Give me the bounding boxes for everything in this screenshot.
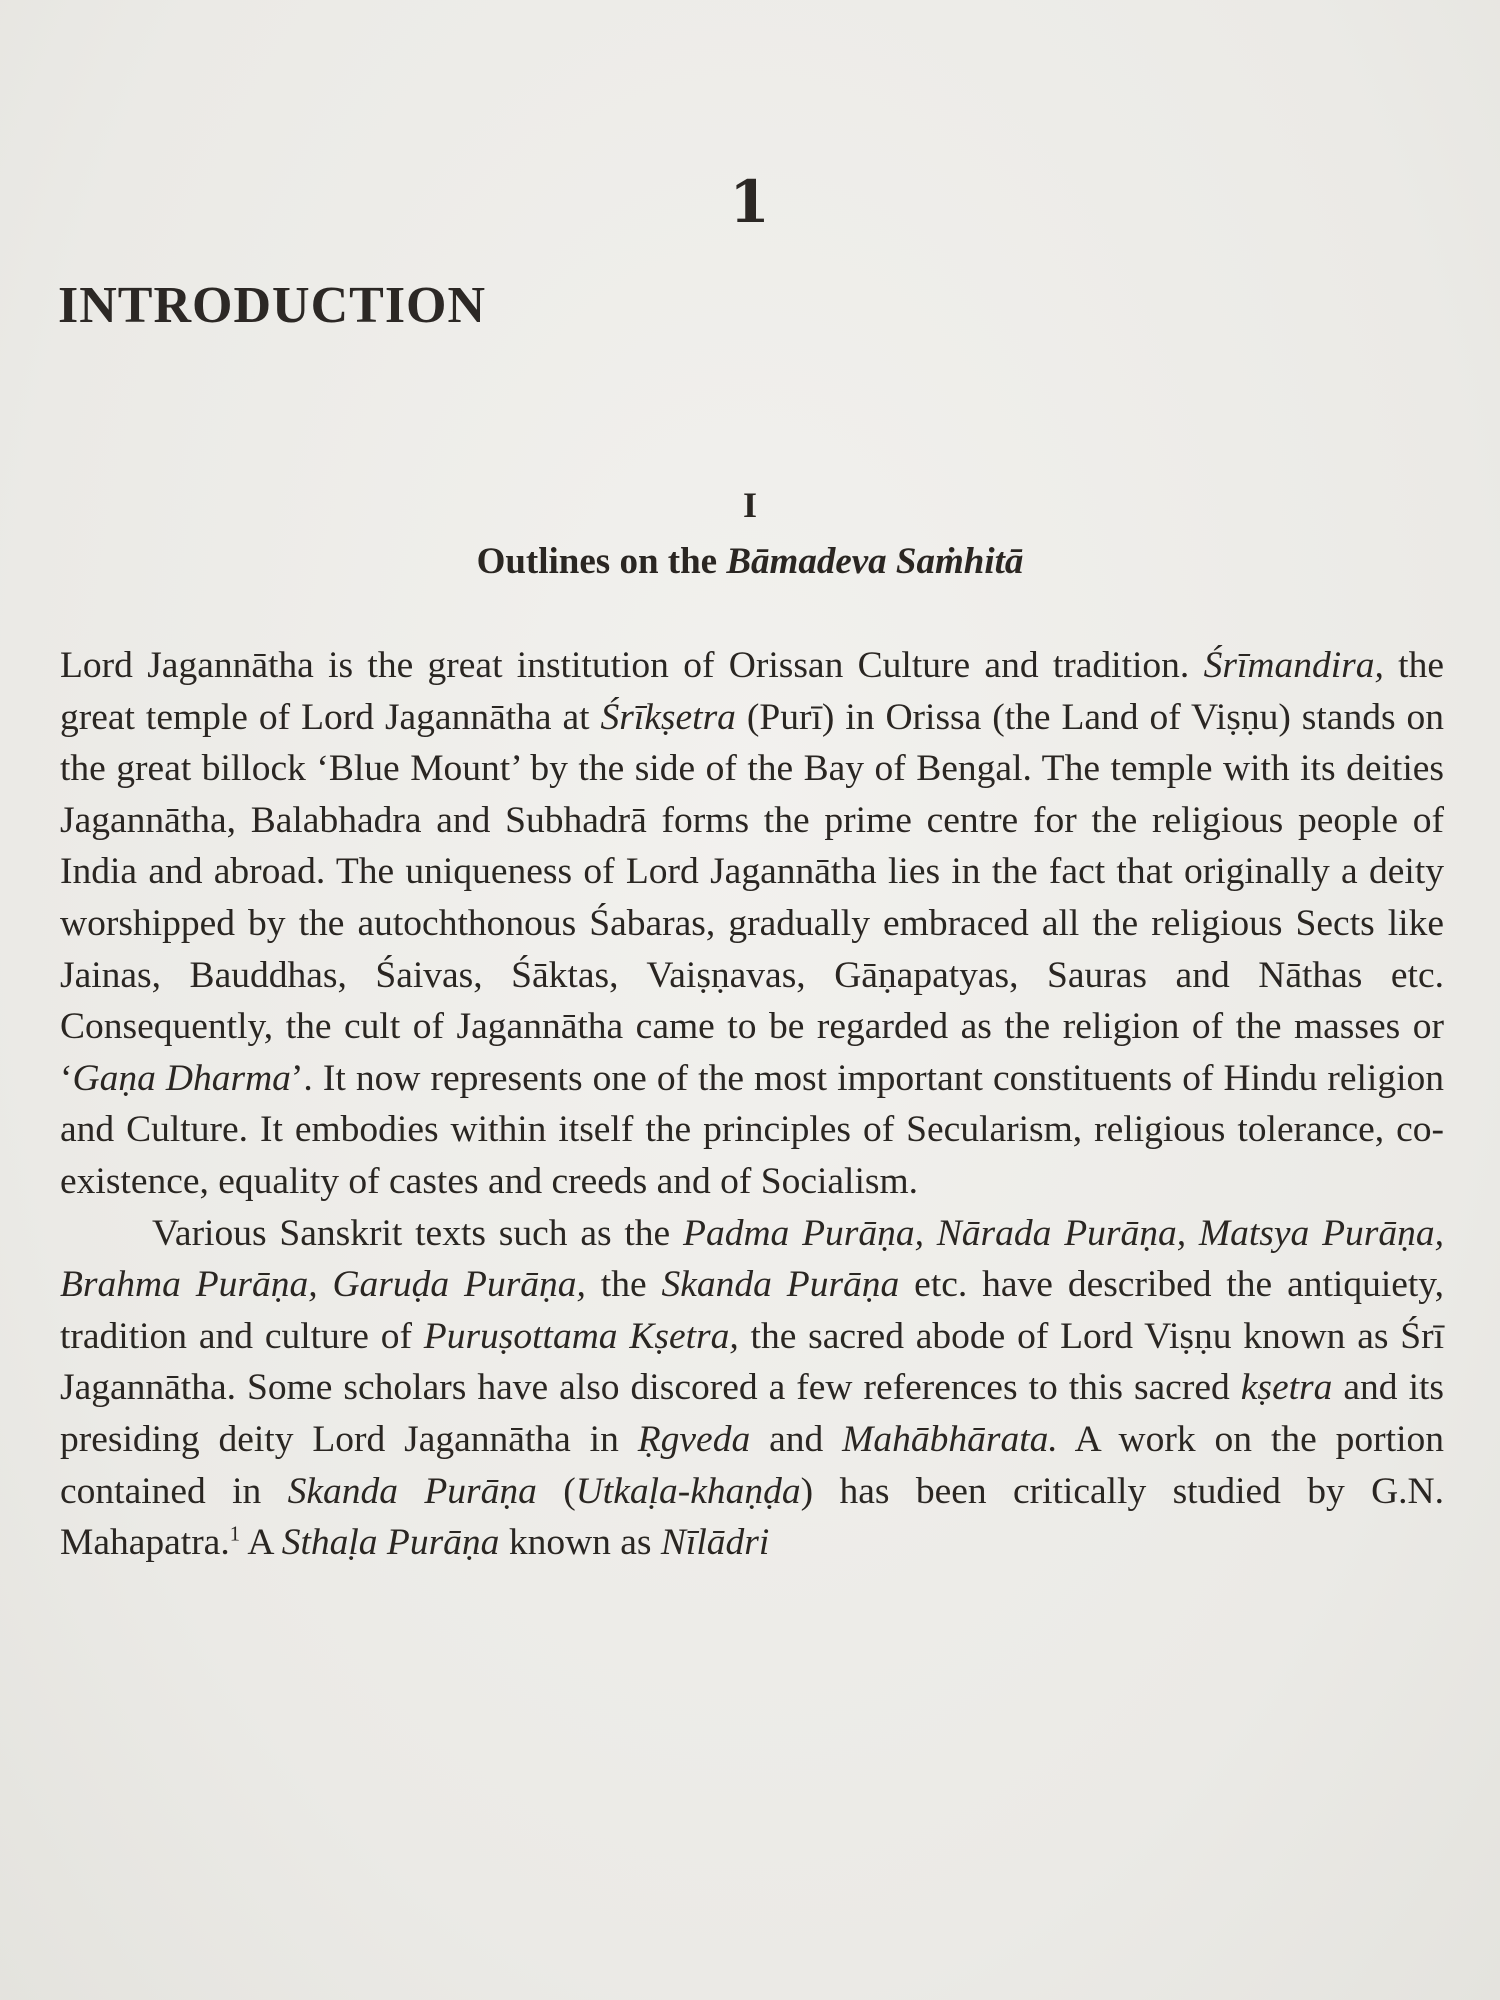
p1-text-2: the great temple of Lord Jagannātha at — [60, 645, 1444, 738]
p1-italic-3: Gaṇa Dharma — [72, 1057, 291, 1099]
chapter-number: 1 — [729, 168, 771, 236]
section-title-italic: Bāmadeva Saṁhitā — [726, 541, 1024, 582]
p2-text-1: Various Sanskrit texts such as the — [152, 1212, 684, 1254]
p1-text-1: Lord Jagannātha is the great institution of Orissan Culture and tradition. — [60, 645, 1204, 686]
body-text — [60, 640, 1444, 1569]
p2-italic-10: Nīlādri — [660, 1522, 770, 1564]
p2-italic-1: Padma Purāṇa, Nārada Purāṇa, Matsya Purāṇa, Brahma Purāṇa, Garuḍa Purāṇa, — [60, 1212, 1444, 1306]
p2-text-3: etc. have described the antiquiety, tradition and culture of — [60, 1264, 1444, 1357]
p2-text-8: ( — [536, 1470, 576, 1512]
p2-italic-8: Utkaḷa-khaṇḍa — [575, 1470, 801, 1512]
p2-text-2: the — [585, 1264, 662, 1306]
section-numeral: I — [742, 485, 757, 525]
p2-italic-4: kṣetra — [1240, 1367, 1333, 1409]
section-title-prefix: Outlines on the — [476, 541, 727, 582]
section-title — [0, 540, 1500, 583]
p2-text-9: ) has been critically studied by G.N. Mahapatra. — [60, 1470, 1444, 1564]
p2-italic-6: Mahābhārata. — [842, 1418, 1058, 1460]
p2-italic-9: Sthaḷa Purāṇa — [281, 1522, 500, 1564]
paragraph-1 — [60, 640, 1444, 1208]
p1-text-3: (Purī) in Orissa (the Land of Viṣṇu) stands on the great billock ‘Blue Mount’ by the side of the Bay of Bengal. The temple with its deities Jagannātha, Balabhadra and Subhadrā forms the prime centre for the religious people of India and abroad. The uniqueness of Lord Jagannātha lies in the fact that originally a deity worshipped by the autochthonous Śabaras, gradually embraced all the religious Sects like Jainas, Bauddhas, Śaivas, Śāktas, Vaiṣṇavas, Gāṇapatyas, Sauras and Nāthas etc. Consequently, the cult of Jagannātha came to be regarded as the religion of the masses or ‘ — [60, 696, 1445, 1099]
p2-italic-7: Skanda Purāṇa — [287, 1470, 537, 1512]
p1-text-4: ’. It now represents one of the most important constituents of Hindu religion and Culture. It embodies within itself the principles of Secularism, religious tolerance, co-existence, equality of castes and creeds and of Socialism. — [60, 1057, 1444, 1202]
p1-italic-2: Śrīkṣetra — [600, 696, 736, 738]
p2-text-4: the sacred abode of Lord Viṣṇu known as Śrī Jagannātha. Some scholars have also discored a few references to this sacred — [60, 1315, 1444, 1409]
p2-italic-5: Ṛgveda — [637, 1418, 751, 1460]
chapter-title: INTRODUCTION — [58, 277, 487, 334]
p1-italic-1: Śrīmandira, — [1203, 645, 1384, 686]
p2-text-10: A — [240, 1522, 282, 1564]
p2-text-5: and its presiding deity Lord Jagannātha in — [60, 1367, 1445, 1460]
p2-italic-3: Puruṣottama Kṣetra, — [423, 1315, 739, 1357]
p2-text-11: known as — [499, 1522, 661, 1564]
paragraph-2 — [60, 1208, 1444, 1569]
footnote-marker[interactable]: 1 — [229, 1523, 241, 1546]
p2-italic-2: Skanda Purāṇa — [661, 1264, 900, 1306]
p2-text-7: A work on the portion contained in — [60, 1418, 1444, 1512]
p2-text-6: and — [750, 1418, 843, 1460]
